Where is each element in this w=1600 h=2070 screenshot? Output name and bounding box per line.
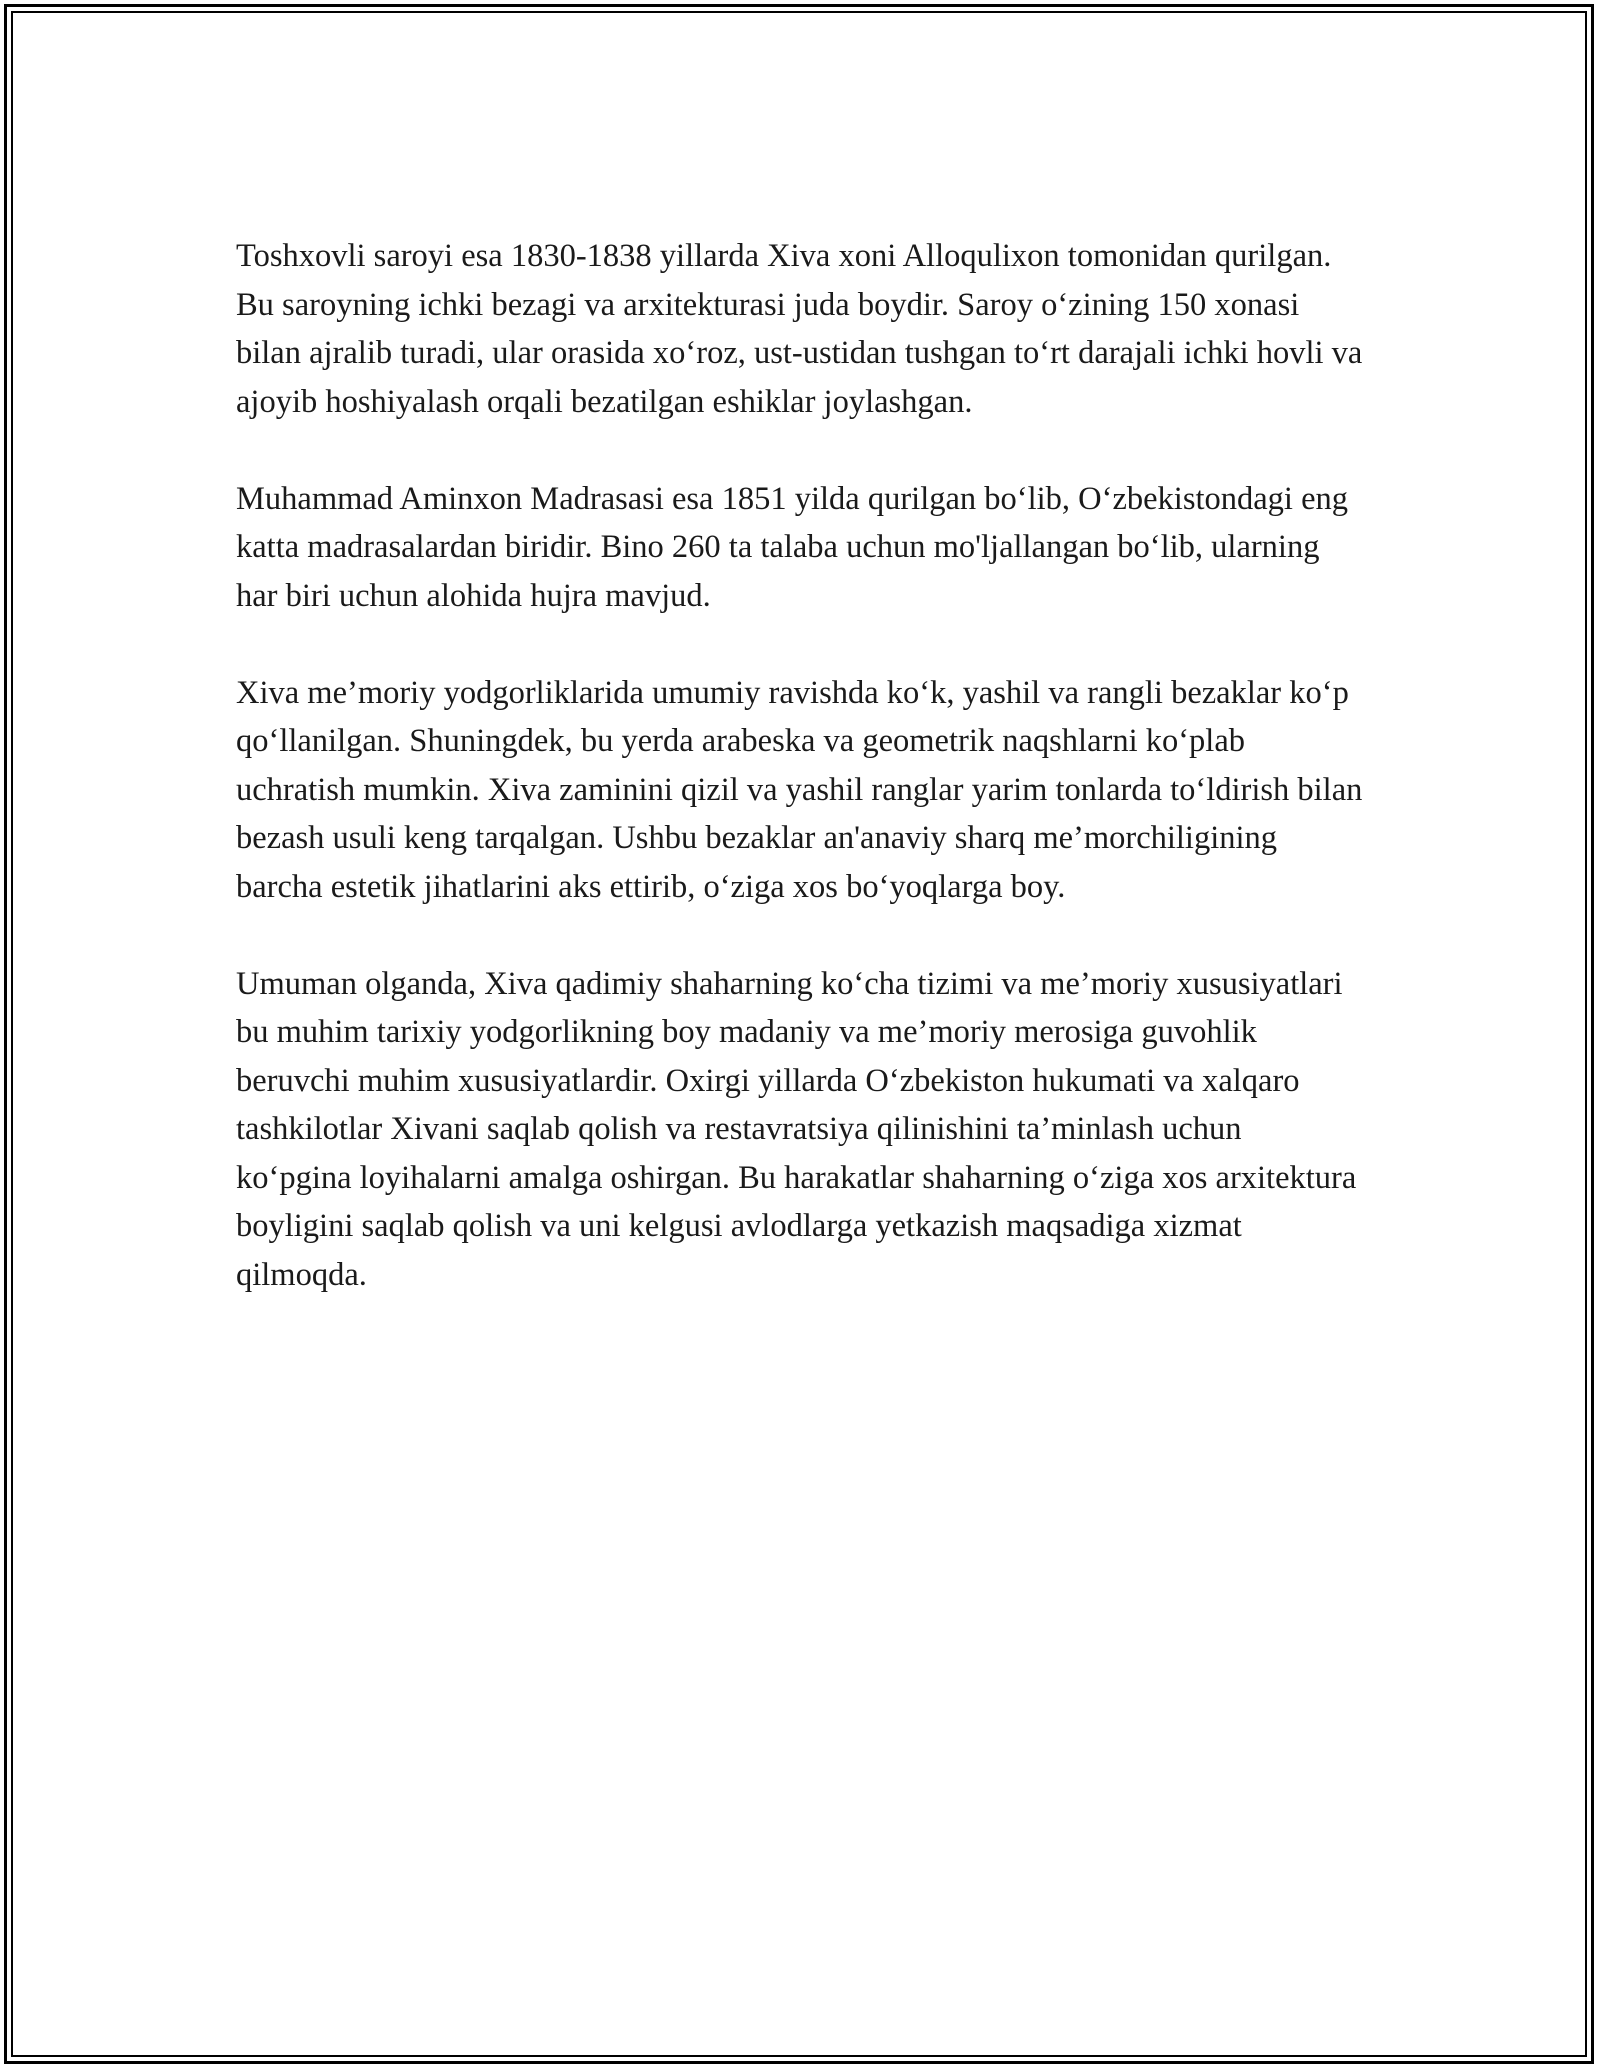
- paragraph-bezaklar: Xiva me’moriy yodgorliklarida umumiy ravishda ko‘k, yashil va rangli bezaklar ko‘p qo‘llanilgan. Shuningdek, bu yerda arabeska va geometrik naqshlarni ko‘plab uchratish mumkin. Xiva zaminini qizil va yashil ranglar yarim tonlarda to‘ldirish bilan bezash usuli keng tarqalgan. Ushbu bezaklar an'anaviy sharq me’morchiligining barcha estetik jihatlarini aks ettirib, o‘ziga xos bo‘yoqlarga boy.: [236, 674, 1363, 905]
- paragraph-umuman-olganda: Umuman olganda, Xiva qadimiy shaharning ko‘cha tizimi va me’moriy xususiyatlari bu muhim tarixiy yodgorlikning boy madaniy va me’moriy merosiga guvohlik beruvchi muhim xususiyatlardir. Oxirgi yillarda O‘zbekiston hukumati va xalqaro tashkilotlar Xivani saqlab qolish va restavratsiya qilinishini ta’minlash uchun ko‘pgina loyihalarni amalga oshirgan. Bu harakatlar shaharning o‘ziga xos arxitektura boyligini saqlab qolish va uni kelgusi avlodlarga yetkazish maqsadiga xizmat qilmoqda.: [236, 965, 1357, 1293]
- paragraph-toshxovli: Toshxovli saroyi esa 1830-1838 yillarda Xiva xoni Alloqulixon tomonidan qurilgan. Bu saroyning ichki bezagi va arxitekturasi juda boydir. Saroy o‘zining 150 xonasi bilan ajralib turadi, ular orasida xo‘roz, ust-ustidan tushgan to‘rt darajali ichki hovli va ajoyib hoshiyalash orqali bezatilgan eshiklar joylashgan.: [236, 238, 1363, 420]
- document-body: [236, 232, 1364, 1348]
- paragraph-muhammad-aminxon-madrasasi: Muhammad Aminxon Madrasasi esa 1851 yilda qurilgan bo‘lib, O‘zbekistondagi eng katta madrasalardan biridir. Bino 260 ta talaba uchun mo'ljallangan bo‘lib, ularning har biri uchun alohida hujra mavjud.: [236, 480, 1349, 614]
